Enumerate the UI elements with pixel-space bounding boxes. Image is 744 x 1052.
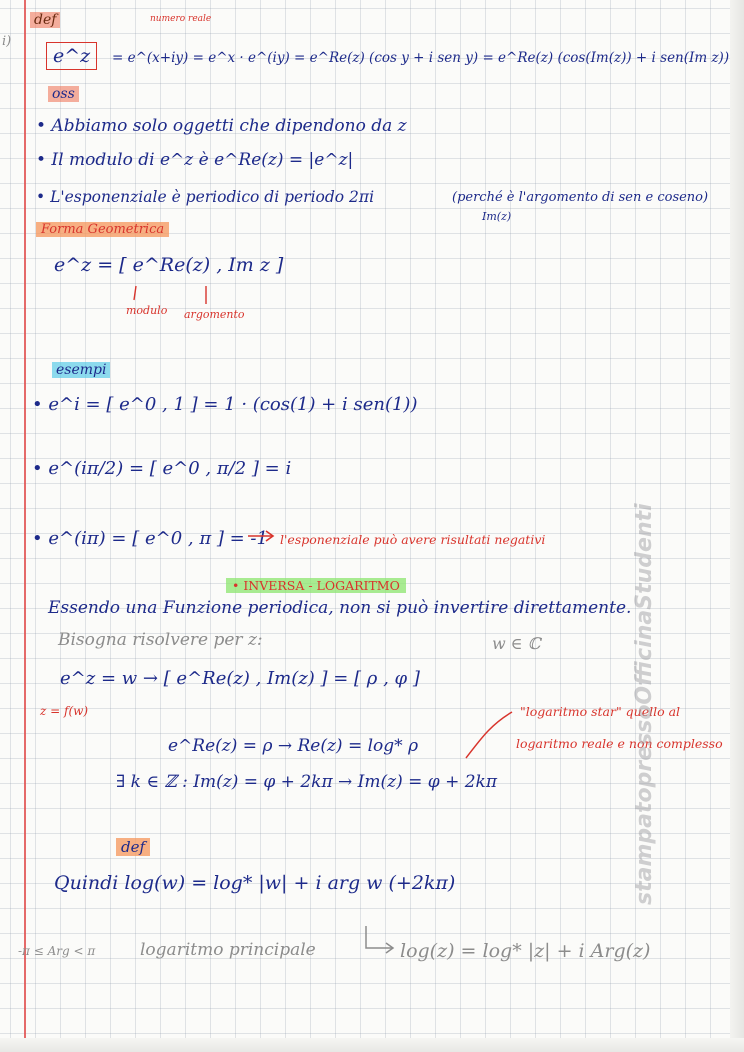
oss-line-3-reason: (perché è l'argomento di sen e coseno) xyxy=(452,190,709,205)
example-3: • e^(iπ) = [ e^0 , π ] = -1 xyxy=(32,528,268,549)
inverse-w-in-c: w ∈ ℂ xyxy=(492,634,541,653)
quindi-log-definition: Quindi log(w) = log* |w| + i arg w (+2kπ) xyxy=(54,872,456,894)
line1-rhs: = e^(x+iy) = e^x · e^(iy) = e^Re(z) (cos y + i sen y) = e^Re(z) (cos(Im(z)) + i sen(Im z)) xyxy=(112,50,730,66)
modulo-label: modulo xyxy=(126,304,168,317)
forma-geometrica-label: Forma Geometrica xyxy=(36,222,169,237)
margin-line xyxy=(24,0,26,1052)
oss-line-3-im: Im(z) xyxy=(482,210,512,223)
oss-line-1: • Abbiamo solo oggetti che dipendono da z xyxy=(36,116,407,136)
inverse-line-3: e^z = w → [ e^Re(z) , Im(z) ] = [ ρ , φ ] xyxy=(60,668,420,689)
principal-log-arrow xyxy=(0,0,1,1)
inverse-line-4: e^Re(z) = ρ → Re(z) = log* ρ xyxy=(168,736,419,756)
inversa-logaritmo-label: • INVERSA - LOGARITMO xyxy=(226,578,406,593)
inverse-side-note: z = f(w) xyxy=(40,704,89,718)
example-1: • e^i = [ e^0 , 1 ] = 1 · (cos(1) + i sen(1)) xyxy=(32,394,418,415)
star-note-1: "logaritmo star" quello al xyxy=(520,704,681,719)
inverse-line-1: Essendo una Funzione periodica, non si può invertire direttamente. xyxy=(48,598,632,618)
star-note-2: logaritmo reale e non complesso xyxy=(516,736,723,751)
page-edge-right xyxy=(730,0,744,1052)
inverse-line-5: ∃ k ∈ ℤ : Im(z) = φ + 2kπ → Im(z) = φ + 2kπ xyxy=(116,772,498,792)
def-label-2: def xyxy=(116,838,150,856)
esempi-label: esempi xyxy=(52,362,110,378)
principal-log-label: logaritmo principale xyxy=(140,940,316,960)
principal-arg-range: -π ≤ Arg < π xyxy=(18,944,96,958)
watermark: stampatopressoOfficinaStudenti xyxy=(632,503,657,905)
example-2: • e^(iπ/2) = [ e^0 , π/2 ] = i xyxy=(32,458,292,479)
line1-boxed-lhs: e^z xyxy=(46,42,97,70)
margin-mark: i) xyxy=(2,34,12,49)
oss-label: oss xyxy=(48,86,79,102)
example-3-note: l'esponenziale può avere risultati negativi xyxy=(280,532,546,547)
principal-log-formula: log(z) = log* |z| + i Arg(z) xyxy=(400,940,651,962)
def-label-1: def xyxy=(30,12,60,28)
argomento-label: argomento xyxy=(184,308,245,321)
oss-line-3: • L'esponenziale è periodico di periodo 2πi xyxy=(36,188,375,206)
page-edge-bottom xyxy=(0,1038,744,1052)
geometric-form-formula: e^z = [ e^Re(z) , Im z ] xyxy=(54,254,284,276)
line1-annotation: numero reale xyxy=(150,14,212,24)
inverse-line-2: Bisogna risolvere per z: xyxy=(58,630,263,650)
oss-line-2: • Il modulo di e^z è e^Re(z) = |e^z| xyxy=(36,150,354,170)
